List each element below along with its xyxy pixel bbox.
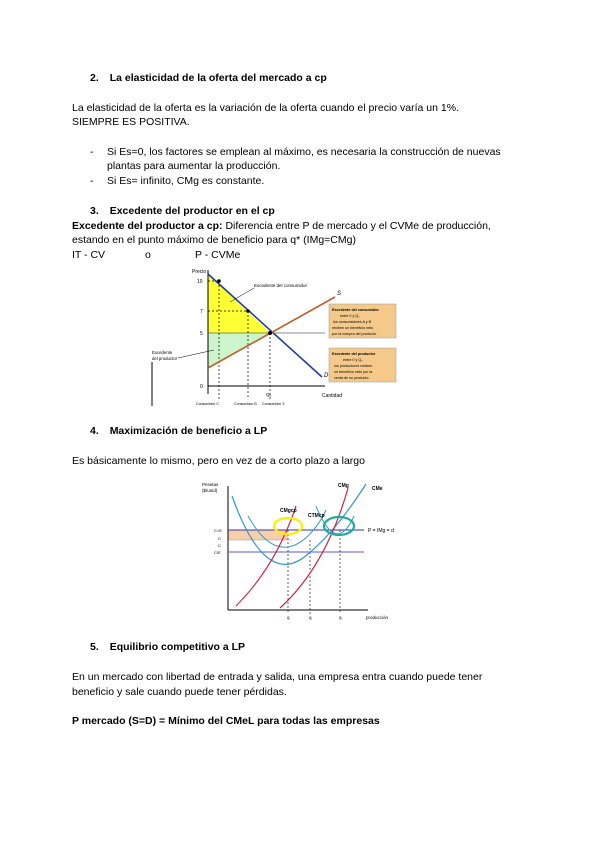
section-3-title: Excedente del productor en el cp bbox=[109, 205, 275, 217]
section-5-number: 5. bbox=[90, 641, 99, 653]
demand-label: D bbox=[324, 373, 329, 379]
ytick-7: 7 bbox=[200, 309, 203, 315]
section-2-title: La elasticidad de la oferta del mercado a cp bbox=[109, 72, 327, 84]
producer-surplus-label-1: Excedente bbox=[152, 350, 173, 355]
lp-profit-chart bbox=[196, 476, 402, 622]
section-2-number: 2. bbox=[90, 72, 99, 84]
ytick-10: 10 bbox=[197, 279, 203, 285]
box2-line5: venta de su producto. bbox=[334, 376, 370, 380]
box2-line4: un beneficio neto por la bbox=[334, 370, 373, 374]
formula-right: P - CVMe bbox=[195, 249, 241, 261]
ytick-1: C=E bbox=[214, 528, 222, 533]
xtick-consumer-3: Consumidor 3 bbox=[262, 402, 285, 406]
cmg-curve bbox=[280, 488, 348, 608]
section-2-para-line2: SIEMPRE ES POSITIVA. bbox=[72, 116, 190, 128]
ytick-0: 0 bbox=[200, 384, 203, 390]
cmg-label: CMg bbox=[338, 483, 349, 489]
section-2-heading bbox=[90, 71, 327, 85]
surplus-chart bbox=[150, 264, 410, 408]
xtick-3: q bbox=[339, 615, 342, 620]
section-4-heading bbox=[90, 424, 267, 438]
supply-label: S bbox=[337, 291, 342, 297]
section-5-title: Equilibrio competitivo a LP bbox=[109, 641, 246, 653]
box1-line5: por la compra del producto. bbox=[332, 332, 377, 336]
cmgcp-label: CMgcp bbox=[280, 508, 297, 514]
consumer-surplus-label: Excedente del consumidor bbox=[254, 283, 308, 288]
definition-rest: Diferencia entre P de mercado y el CVMe de producción, bbox=[222, 220, 491, 232]
bullet-dash: - bbox=[90, 146, 94, 158]
box2-line1: Excedente del productor bbox=[332, 352, 376, 356]
price-line-label: P = IMg = d bbox=[368, 528, 394, 534]
box1-line1: Excedente del consumidor bbox=[332, 308, 379, 312]
y-axis-label-1: Pesetas bbox=[202, 482, 219, 487]
formula-or: o bbox=[145, 249, 151, 261]
box2-line3: los productores reciben bbox=[334, 364, 373, 368]
bullet-2-line1: Si Es= infinito, CMg es constante. bbox=[107, 175, 265, 187]
box1-line3: los consumidores A y B bbox=[333, 320, 372, 324]
producer-surplus-label-2: del productor bbox=[152, 356, 178, 361]
section-5-para-line1: En un mercado con libertad de entrada y salida, una empresa entra cuando puede tener bbox=[72, 671, 483, 683]
formula-left: IT - CV bbox=[72, 249, 106, 261]
x-axis-label: Cantidad bbox=[322, 393, 343, 399]
section-5-conclusion: P mercado (S=D) = Mínimo del CMeL para todas las empresas bbox=[72, 715, 380, 727]
bullet-1-line2: plantas para aumentar la producción. bbox=[107, 160, 281, 172]
section-5-heading bbox=[90, 640, 245, 654]
xtick-consumer-c: Consumidor C bbox=[196, 402, 219, 406]
xtick-consumer-b: Consumidor B bbox=[234, 402, 257, 406]
definition-line2: estando en el punto máximo de beneficio para q* (IMg=CMg) bbox=[72, 234, 356, 246]
equilibrium-point bbox=[268, 331, 272, 335]
section-3-heading bbox=[90, 204, 275, 218]
ytick-2: C bbox=[218, 536, 221, 541]
bullet-dash: - bbox=[90, 175, 94, 187]
xtick-1: q bbox=[287, 615, 290, 620]
definition-bold: Excedente del productor a cp: bbox=[72, 220, 223, 232]
consumer-surplus-pointer bbox=[230, 288, 254, 302]
ytick-3: C bbox=[218, 543, 221, 548]
box1-line4: reciben un beneficio neto bbox=[332, 326, 374, 330]
box1-line2: entre 0 y Q₀ bbox=[340, 314, 360, 318]
ctmcp-label: CTMcp bbox=[308, 513, 325, 519]
bullet-1-line1: Si Es=0, los factores se emplean al máximo, es necesaria la construcción de nuevas bbox=[107, 146, 501, 158]
y-axis-label-2: ($/unid) bbox=[202, 488, 218, 493]
teal-highlight bbox=[324, 517, 354, 535]
section-2-para-line1: La elasticidad de la oferta es la variación de la oferta cuando el precio varía un 1%. bbox=[72, 102, 459, 114]
point-a bbox=[217, 279, 221, 283]
box2-line2: entre 0 y Q₀ bbox=[343, 358, 363, 362]
xtick-2: q bbox=[309, 615, 312, 620]
section-4-title: Maximización de beneficio a LP bbox=[109, 425, 268, 437]
x-axis-label: producción bbox=[366, 615, 389, 620]
section-4-para: Es básicamente lo mismo, pero en vez de a corto plazo a largo bbox=[72, 455, 365, 467]
section-4-number: 4. bbox=[90, 425, 99, 437]
cme-label: CMe bbox=[372, 486, 383, 492]
section-5-para-line2: beneficio y sale cuando puede tener pérdidas. bbox=[72, 686, 287, 698]
point-b bbox=[246, 309, 250, 313]
ytick-5: 5 bbox=[200, 331, 203, 337]
y-axis-label: Precio bbox=[192, 269, 207, 275]
section-3-number: 3. bbox=[90, 205, 99, 217]
ytick-4: C/E bbox=[214, 550, 221, 555]
definition-line1 bbox=[72, 219, 491, 233]
q0-label: Q₀ bbox=[266, 392, 272, 397]
